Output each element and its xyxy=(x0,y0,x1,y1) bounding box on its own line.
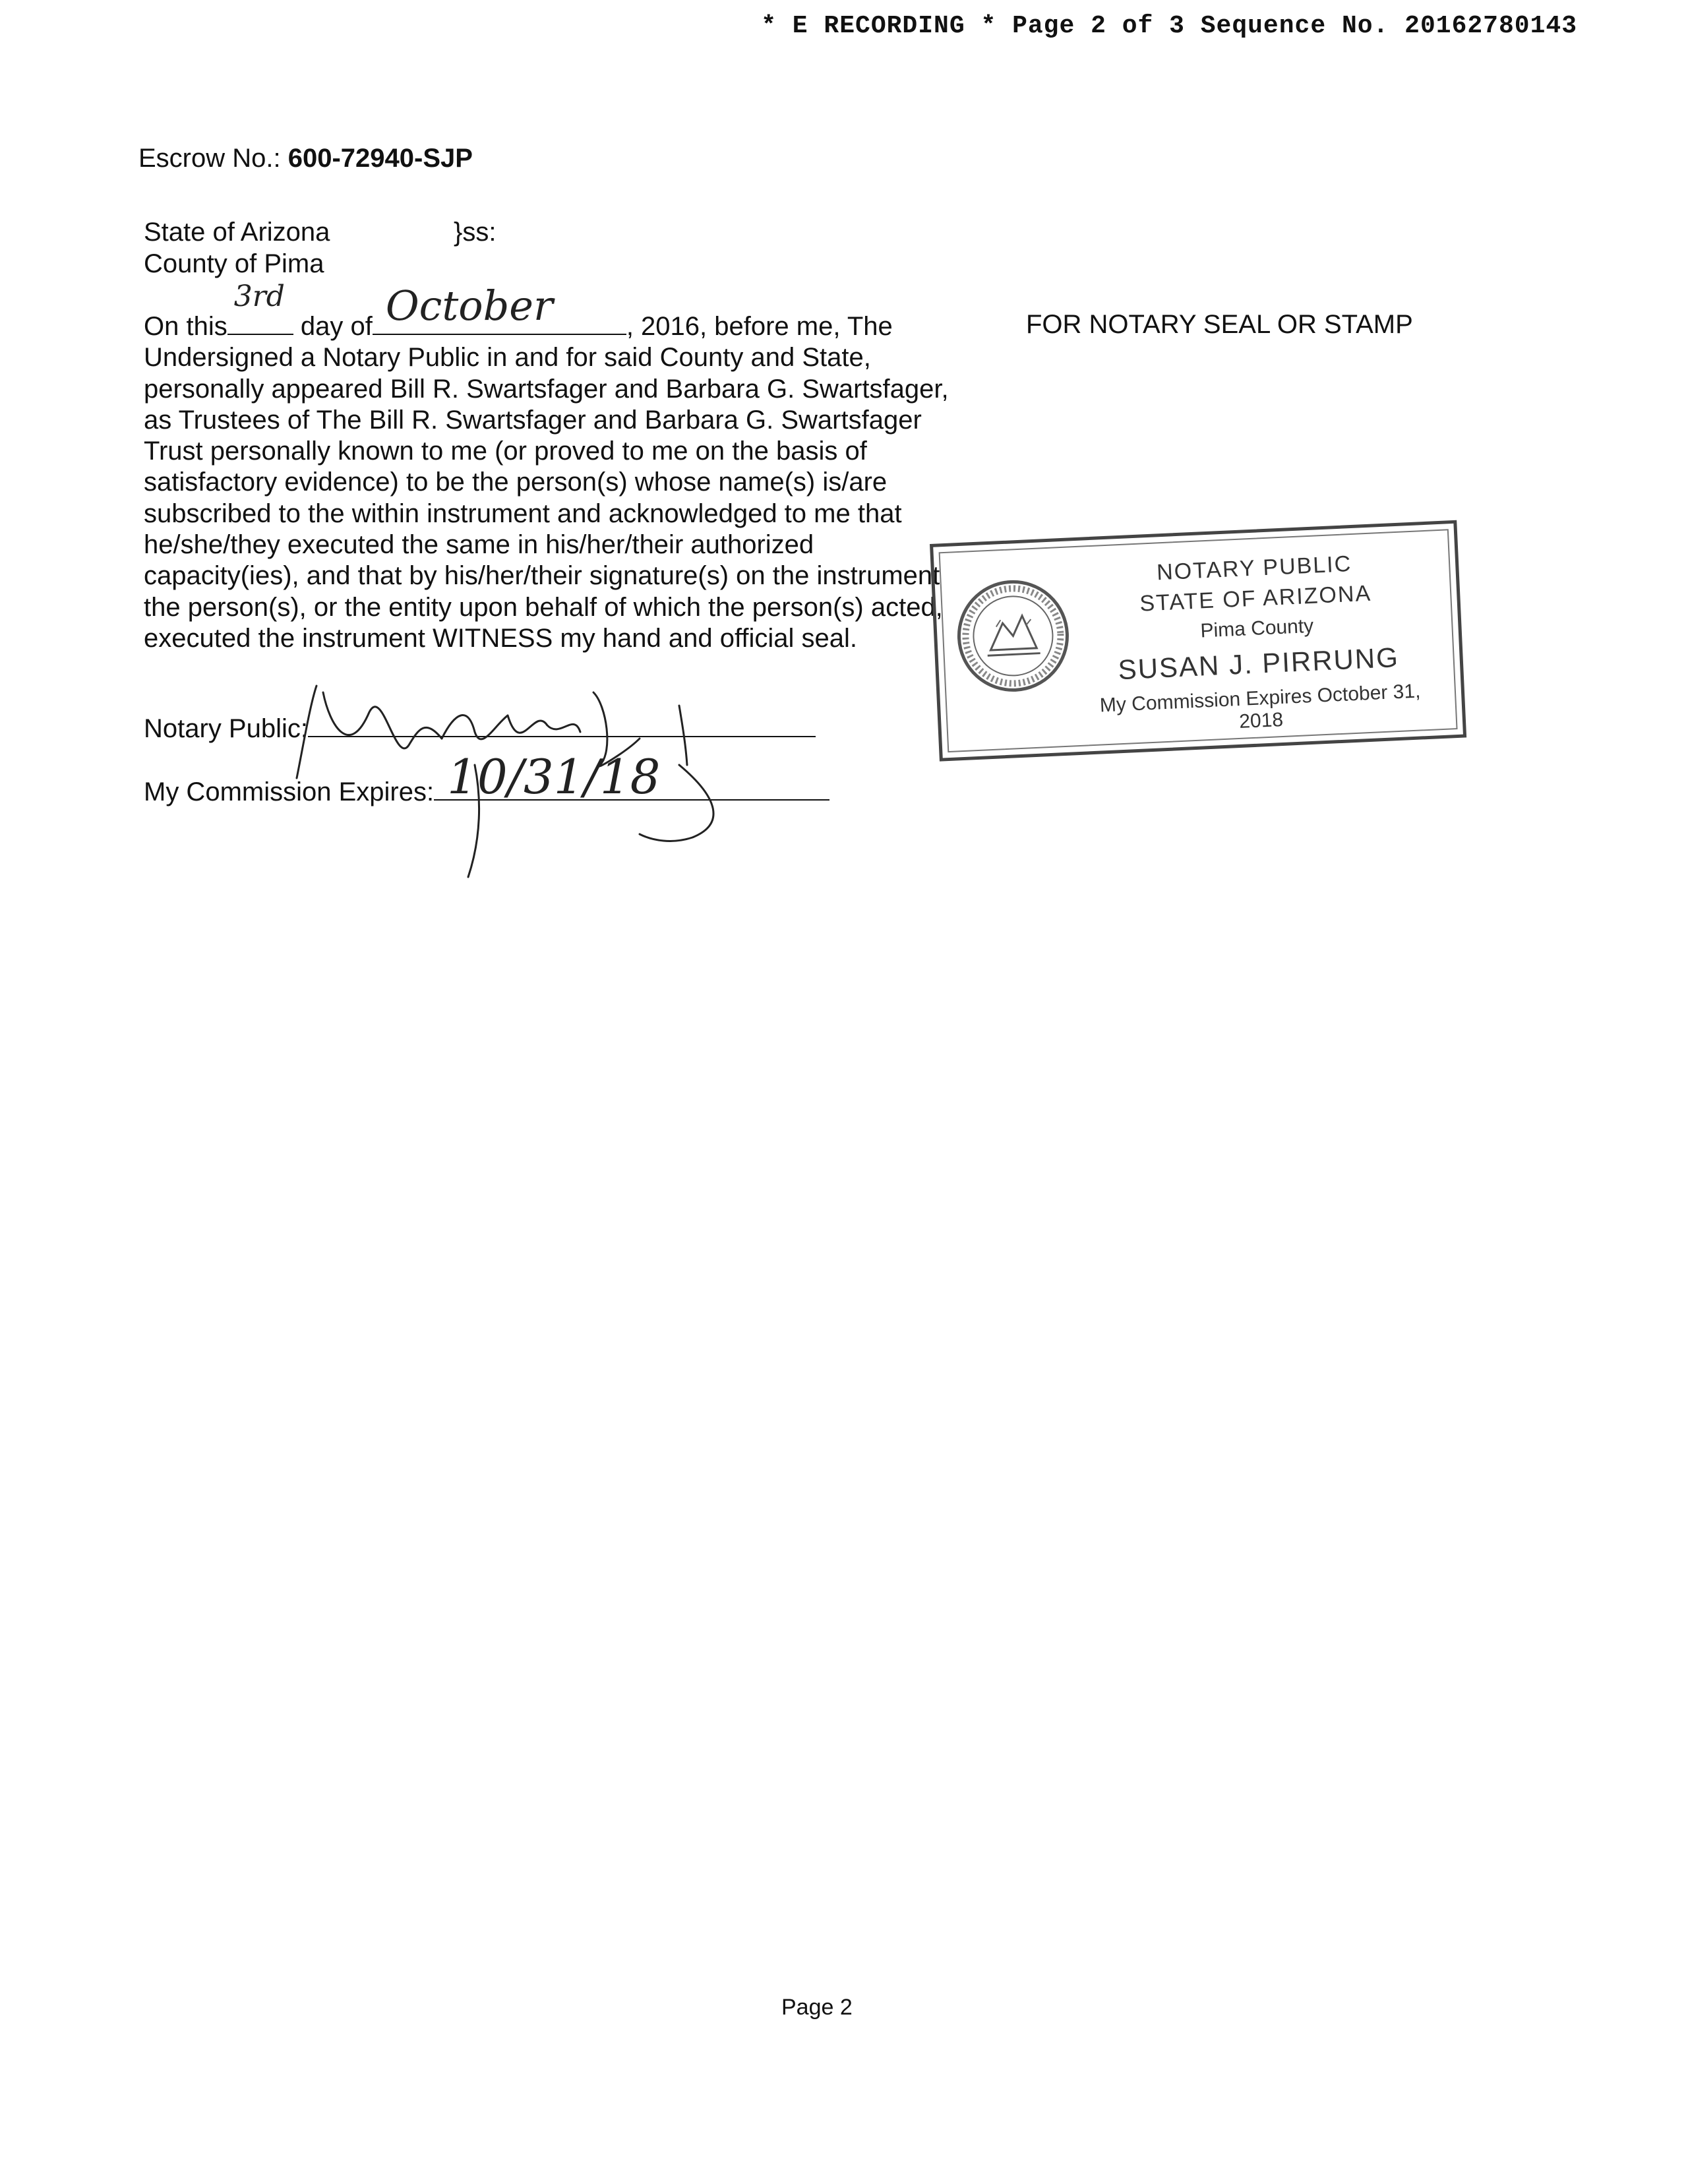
month-blank xyxy=(373,282,626,335)
stamp-notary-name: SUSAN J. PIRRUNG xyxy=(1117,641,1400,686)
venue-block xyxy=(144,216,497,280)
recording-header: * E RECORDING * Page 2 of 3 Sequence No. 20162780143 xyxy=(761,12,1577,40)
escrow-label: Escrow No.: xyxy=(138,144,281,173)
escrow-number-line xyxy=(138,144,473,173)
ack-day-of: day of xyxy=(300,312,373,341)
great-seal-of-arizona-icon xyxy=(951,574,1075,698)
day-handwritten: 3rd xyxy=(233,280,285,313)
notary-seal-caption: FOR NOTARY SEAL OR STAMP xyxy=(1026,310,1413,339)
stamp-notary-public: NOTARY PUBLIC xyxy=(1156,551,1352,586)
notary-public-label: Notary Public: xyxy=(144,714,308,743)
stamp-state: STATE OF ARIZONA xyxy=(1139,580,1372,617)
venue-ss: }ss: xyxy=(454,218,497,247)
day-blank xyxy=(227,280,293,335)
expires-handwritten: 10/31/18 xyxy=(447,749,661,804)
ack-year-text: , 2016, before me, The xyxy=(626,312,893,341)
notary-stamp xyxy=(930,520,1466,762)
stamp-county: Pima County xyxy=(1199,615,1314,642)
ack-body: Undersigned a Notary Public in and for said County and State, personally appeared Bill R. Swartsfager and Barbara G. Swartsfager, as Trustees of The Bill R. Swartsfager and Barbara G. Swartsfager Trust personally known to me (or proved to me on the basis of satisfactory evidence) to be the person(s) whose name(s) is/are subscribed to the within instrument and acknowledged to me that he/she/they executed the same in his/her/their authorized capacity(ies), and that by his/her/their signature(s) on the instrument the person(s), or the entity upon behalf of which the person(s) acted, executed the instrument WITNESS my hand and official seal. xyxy=(144,343,949,653)
commission-expires-label: My Commission Expires: xyxy=(144,777,435,806)
venue-county: County of Pima xyxy=(144,249,324,278)
stamp-commission-expires: My Commission Expires October 31, 2018 xyxy=(1099,680,1422,733)
venue-state: State of Arizona xyxy=(144,218,330,247)
notary-handwritten-signature xyxy=(284,666,785,884)
ack-on-this: On this xyxy=(144,312,227,341)
acknowledgment-paragraph xyxy=(144,280,951,654)
page-number: Page 2 xyxy=(781,1995,853,2020)
month-handwritten: October xyxy=(385,282,553,330)
escrow-number: 600-72940-SJP xyxy=(287,144,473,173)
